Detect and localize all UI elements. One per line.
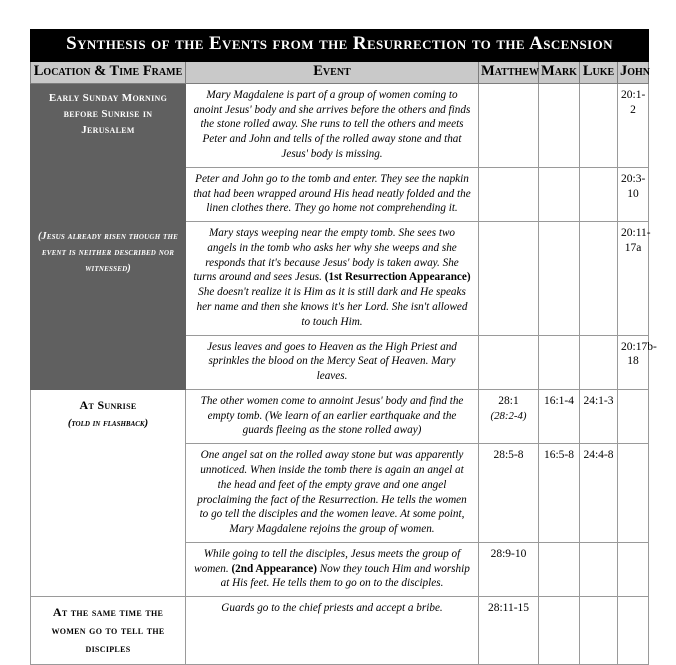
table-row (31, 597, 649, 665)
location-label-secondary: (Jesus already risen though the event is neither described nor witnessed) (37, 231, 179, 274)
reference-matthew-parenthetical: (28:2-4) (490, 409, 527, 422)
location-cell-women-tell-disciples (31, 597, 186, 665)
location-label-primary: Early Sunday Morning before Sunrise in Jerusalem (48, 91, 168, 136)
title-row (31, 30, 649, 62)
reference-mark: 16:1-4 (539, 389, 580, 443)
reference-matthew (479, 83, 539, 167)
event-appearance-label: (2nd Appearance) (231, 562, 317, 575)
reference-mark (539, 83, 580, 167)
reference-matthew (479, 167, 539, 221)
reference-mark (539, 597, 580, 665)
location-cell-early-sunday (31, 83, 186, 221)
location-cell-jesus-risen-note (31, 222, 186, 390)
event-cell: Guards go to the chief priests and accept a bribe. (186, 597, 479, 665)
reference-matthew (479, 335, 539, 389)
reference-matthew-primary: 28:1 (498, 394, 519, 407)
event-cell: Peter and John go to the tomb and enter. They see the napkin that had been wrapped around His head neatly folded and the linen clothes there. They go home not comprehending it. (186, 167, 479, 221)
reference-john (618, 389, 649, 443)
reference-luke: 24:1-3 (580, 389, 618, 443)
reference-mark (539, 335, 580, 389)
reference-john: 20:3-10 (618, 167, 649, 221)
event-cell: The other women come to annoint Jesus' body and find the empty tomb. (We learn of an earlier earthquake and the guards fleeing as the stone rolled away) (186, 389, 479, 443)
page-title: Synthesis of the Events from the Resurrection to the Ascension (66, 33, 613, 54)
reference-john (618, 597, 649, 665)
reference-luke: 24:4-8 (580, 444, 618, 543)
column-header-luke: Luke (580, 61, 618, 83)
reference-mark (539, 167, 580, 221)
event-cell: Mary Magdalene is part of a group of women coming to anoint Jesus' body and she arrives before the others and finds the stone rolled away. She runs to tell the others and meets Peter and John and tells of the rolled away stone and that Jesus' body is missing. (186, 83, 479, 167)
reference-john: 20:17b-18 (618, 335, 649, 389)
event-appearance-label: (1st Resurrection Appearance) (324, 271, 471, 284)
column-header-event: Event (186, 61, 479, 83)
column-header-row (31, 61, 649, 83)
column-header-location: Location & Time Frame (31, 61, 186, 83)
table-row (31, 222, 649, 335)
synopsis-table-wrapper (30, 29, 657, 665)
reference-matthew: 28:5-8 (479, 444, 539, 543)
event-text-part1: Mary stays weeping near the empty tomb. She sees two angels in the tomb who asks her why she weeps and she responds that it's because Jesus' body is taken away. She turns around and sees Jesus. (193, 227, 459, 284)
column-header-john: John (618, 61, 649, 83)
table-row (31, 389, 649, 443)
reference-luke (580, 83, 618, 167)
reference-john (618, 542, 649, 596)
reference-luke (580, 335, 618, 389)
table-row (31, 83, 649, 167)
reference-luke (580, 542, 618, 596)
event-text-part2: Now they touch Him and worship at His feet. He tells them to go on to the disciples. (220, 562, 470, 590)
reference-john: 20:11-17a (618, 222, 649, 335)
reference-matthew (479, 222, 539, 335)
reference-matthew: 28:11-15 (479, 597, 539, 665)
event-cell: One angel sat on the rolled away stone but was apparently unnoticed. When inside the tomb there is again an angel at the head and feet of the empty grave and one angel proclaiming the fact of the Resurrection. He tells the women to go tell the disciples and the women leave. At some point, Mary Magdalene rejoins the group of women. (186, 444, 479, 543)
location-label-primary: At the same time the women go to tell the disciples (51, 605, 165, 656)
event-text-part1: While going to tell the disciples, Jesus meets the group of women. (194, 547, 461, 575)
event-cell (186, 222, 479, 335)
reference-john: 20:1-2 (618, 83, 649, 167)
location-cell-at-sunrise (31, 389, 186, 596)
reference-luke (580, 597, 618, 665)
reference-matthew: 28:9-10 (479, 542, 539, 596)
event-text-part2: She doesn't realize it is Him as it is still dark and He speaks her name and then she knows it's her Lord. She isn't allowed to touch Him. (196, 286, 468, 328)
reference-mark (539, 222, 580, 335)
reference-luke (580, 222, 618, 335)
reference-luke (580, 167, 618, 221)
reference-john (618, 444, 649, 543)
reference-mark (539, 542, 580, 596)
event-cell: Jesus leaves and goes to Heaven as the High Priest and sprinkles the blood on the Mercy Seat of Heaven. Mary leaves. (186, 335, 479, 389)
reference-mark: 16:5-8 (539, 444, 580, 543)
resurrection-synopsis-table (30, 29, 657, 665)
document-title-cell (31, 30, 649, 62)
event-cell (186, 542, 479, 596)
column-header-mark: Mark (539, 61, 580, 83)
location-label-secondary: (told in flashback) (67, 417, 149, 429)
location-label-primary: At Sunrise (79, 397, 137, 412)
reference-matthew (479, 389, 539, 443)
column-header-matthew: Matthew (479, 61, 539, 83)
